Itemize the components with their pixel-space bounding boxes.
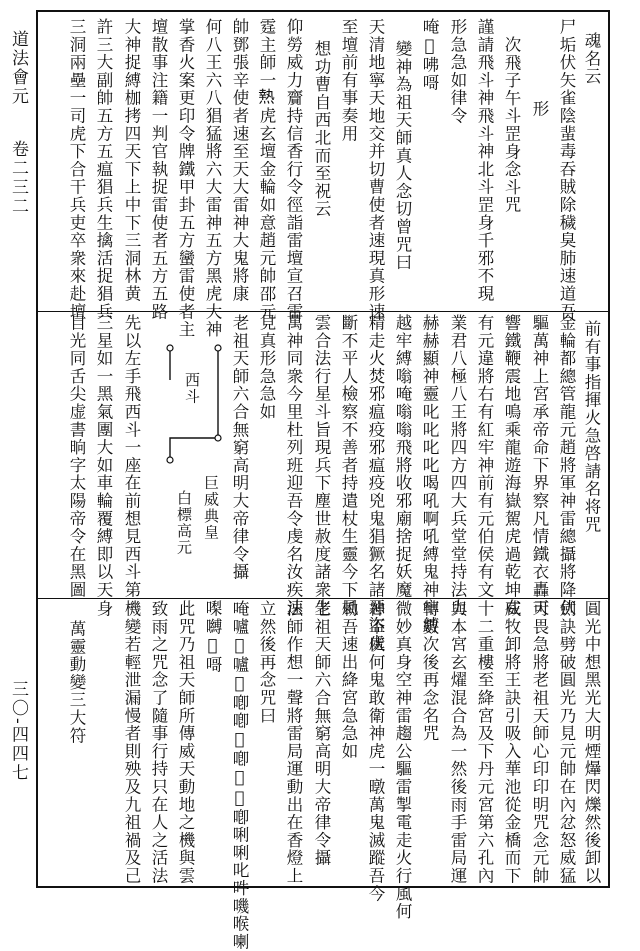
text-column: 仰勞威力齎持信香行令徑詣雷壇宣召雷 — [284, 18, 303, 321]
text-column: 壇散事注籍一判官執捉雷使者五方五路 — [149, 18, 168, 321]
section-divider-top — [38, 311, 608, 312]
diagram-star-name: 白標高元 — [175, 490, 193, 556]
text-column: 響鐵鞭震地鳴乘龍遊海嶽駕虎過乾坤在 — [502, 314, 521, 617]
text-column: 次飛子午斗罡身念斗咒 — [502, 36, 521, 214]
text-column: 目光同舌尖虚書晌字太陽帝令在黑圖 — [67, 314, 86, 599]
text-column: 三星如一黑氣團大如車輪覆縛即以天 — [94, 314, 113, 599]
star-mark — [215, 345, 221, 351]
text-column: 金輪都總管龍元趙將軍神雷總攝將降伏 — [557, 314, 576, 617]
text-column: 越牢縛嗡唵嗡嗡飛將收邪廟捨捉妖魔 — [393, 314, 412, 599]
text-column: 霆主師一𤍠虎玄壇金輪如意趙元帥邵元 — [257, 18, 276, 321]
text-column: 三洞兩壘一司虎下合干兵吏卒衆來赴壇 — [67, 18, 86, 321]
text-column: 想功曹自西北而至祝云 — [312, 40, 331, 218]
text-column: 變神為祖天師真人念切曾咒曰 — [393, 40, 412, 272]
text-column: 老祖天師六合無窮高明大帝律令攝 — [312, 600, 331, 867]
text-column: 帥鄧張辛使者速至天大雷神大鬼將康 — [230, 18, 249, 303]
star-mark — [167, 345, 173, 351]
text-column: 掌香火案更印令牌鐵甲卦五方蠻雷使者主 — [176, 18, 195, 339]
text-column: 法師作想一聲將雷局運動出在香燈上 — [284, 600, 303, 885]
text-column: 𠼝嚩𡁠𠹭 — [203, 600, 222, 674]
text-column: 許三大副帥五方五瘟猖兵生擒活捉猖兵 — [94, 18, 113, 321]
text-column: 萬神同衆今里杜列班迎吾令虔名汝疾速 — [284, 314, 303, 617]
text-column: 此咒乃祖天師所傳威天動地之機與雲 — [176, 600, 195, 885]
star-mark — [167, 457, 173, 463]
margin-volume: 卷二三二 — [8, 140, 28, 216]
text-column: 有元違將右有紅牢神前有元伯侯有文 — [475, 314, 494, 599]
text-column: 唵嚧𠸗嚧𠸗喞喞𠸗喞𠸗𠸗喞唎唎叱吽嘰喉喇 — [230, 600, 249, 951]
text-column: 斷不平人檢察不善者持遣杖生靈今下風 — [339, 314, 358, 617]
text-column: 謹請飛斗神飛斗神北斗罡身千邪不現 — [475, 18, 494, 303]
text-column: 驅萬神上宮承帝命下界察凡情鐵衣轟天 — [530, 314, 549, 617]
text-column: 至壇前有事奏用 — [339, 18, 358, 143]
diagram-label: 西斗 — [183, 372, 201, 405]
text-column: 立然後再念咒曰 — [257, 600, 276, 725]
text-column: 與本宮玄燿混合為一然後雨手雷局運 — [448, 600, 467, 885]
text-column: 老祖天師六合無窮高明大帝律令攝 — [230, 314, 249, 581]
star-mark — [215, 435, 221, 441]
text-column: 威牧卸將王訣引吸入華池從金橋而下 — [502, 600, 521, 885]
text-column: 雲合法行星斗旨現兵下塵世赦度諸衆生 — [312, 314, 331, 617]
diagram-star-name: 巨威典皇 — [202, 475, 220, 541]
text-column: 致雨之咒念了隨事行持只在人之活法 — [149, 600, 168, 885]
text-column: 大神捉縛枷拷四天下上中下三洞林黄 — [122, 18, 141, 303]
text-column: 機變若輕泄漏慢者則殃及九祖禍及己 — [122, 600, 141, 885]
text-column: 圓光中想黑光大明煙爗閃爍然後卸以 — [582, 600, 601, 885]
west-dipper-diagram — [140, 340, 232, 480]
text-column: 身 — [94, 600, 113, 618]
text-column: 萬靈動變三大符 — [67, 620, 86, 745]
margin-book-title: 道法會元 — [8, 30, 28, 106]
text-column: 形急急如律令 — [448, 18, 467, 125]
text-column: 天清地寧天地交并切曹使者速現真形速 — [366, 18, 385, 321]
text-column: 何八王六八猖猛將六大雷神五方黑虎大神 — [203, 18, 222, 339]
text-column: 見真形急急如 — [257, 314, 276, 421]
text-column: 勑吾速出絳宮急急如 — [339, 600, 358, 761]
text-column: 尸垢伏矢雀陰蜚毒吞賊除穢臭肺速道吾 — [557, 18, 576, 321]
text-column: 形 — [530, 100, 549, 118]
text-column: 劍訣劈破圓光乃見元帥在內忿怒威猛 — [557, 600, 576, 885]
text-column: 精走火焚邪瘟疫邪瘟疫兇鬼猖獗名諸惡盜處 — [366, 314, 385, 653]
text-column: 前有事指揮火急啓請名将咒 — [582, 320, 601, 534]
text-column: 魂名云 — [582, 32, 601, 86]
text-column: 赫赫顯神靈叱叱叱叱喝吼啊吼縛鬼神牢縛 — [420, 314, 439, 635]
text-column: 可畏急將老祖天師心印印明咒念元帥 — [530, 600, 549, 885]
text-column: 唵𠺗咈𠹭 — [420, 18, 439, 92]
text-column: 神不伏何鬼敢衛神虎一暾萬鬼滅蹤吾今 — [366, 600, 385, 903]
text-column: 先以左手飛西斗一座在前想見西斗第 — [122, 314, 141, 599]
text-column: 十二重樓至絳宮及下丹元宮第六孔內 — [475, 600, 494, 885]
text-column: 轉數次後再念名咒 — [420, 600, 439, 743]
margin-page-number: 三〇-四四七 — [8, 680, 28, 783]
text-column: 微妙真身空神雷趨公驅雷掣電走火行風何 — [393, 600, 412, 921]
text-column: 業君八極八王將四方四大兵堂堂持法力 — [448, 314, 467, 617]
